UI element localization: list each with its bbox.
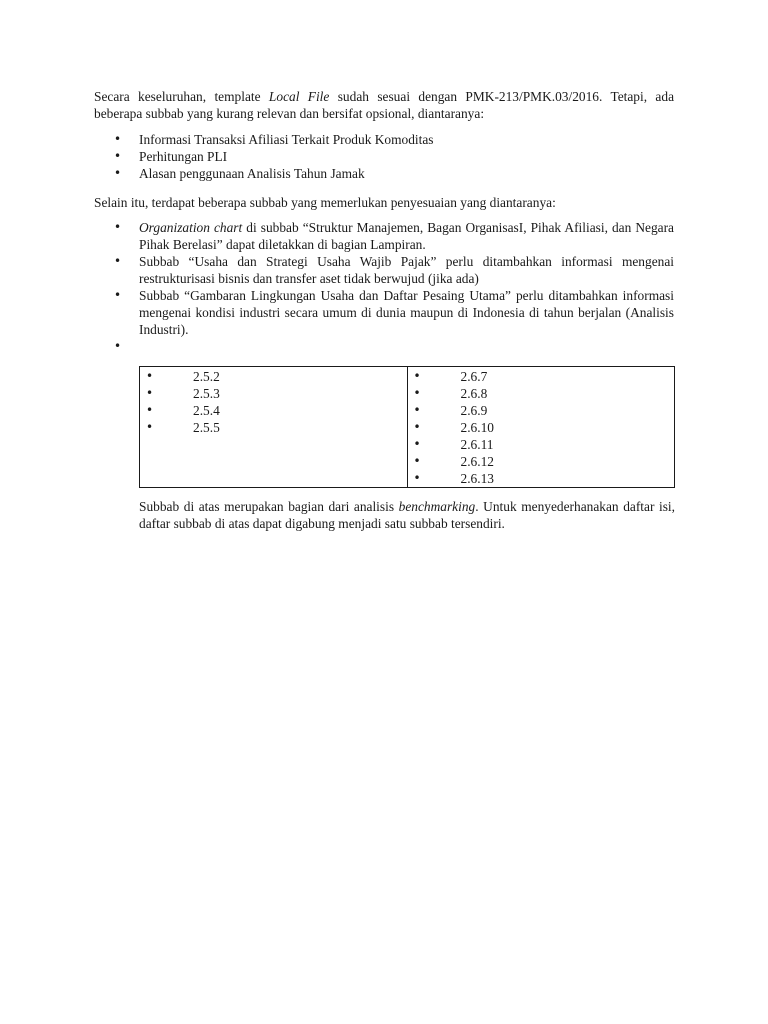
intro-text-1: Secara keseluruhan, template: [94, 89, 269, 104]
org-chart-italic: Organization chart: [139, 220, 243, 235]
note-text-2: . Untuk menyederhanakan daftar isi, daftar subbab di atas dapat digabung menjadi satu subbab tersendiri.: [139, 499, 675, 531]
list-item: • 2.6.11: [408, 436, 675, 453]
table-cell-right: [407, 367, 675, 488]
list-item-text: di subbab “Struktur Manajemen, Bagan OrganisasI, Pihak Afiliasi, dan Negara Pihak Berelasi” dapat diletakkan di bagian Lampiran.: [139, 220, 675, 252]
list-item-empty: [94, 338, 674, 355]
list-item: • 2.6.9: [408, 402, 675, 419]
benchmarking-note: [139, 498, 675, 532]
list-item: • 2.5.4: [140, 402, 407, 419]
optional-subsection-list: [94, 131, 674, 182]
list-item: • Perhitungan PLI: [94, 148, 674, 165]
list-item: • 2.6.10: [408, 419, 675, 436]
list-item: [94, 219, 674, 253]
list-item: • 2.5.2: [140, 368, 407, 385]
intro-italic-local-file: Local File: [268, 89, 330, 104]
adjust-subsection-list: [94, 219, 674, 355]
table-row: [140, 367, 675, 488]
list-item: • Subbab “Usaha dan Strategi Usaha Wajib Pajak” perlu ditambahkan informasi mengenai restrukturisasi bisnis dan transfer aset tidak berwujud (jika ada): [94, 253, 674, 287]
subsection-code-table: [139, 366, 675, 488]
list-item: • Informasi Transaksi Afiliasi Terkait Produk Komoditas: [94, 131, 674, 148]
list-item: • 2.6.7: [408, 368, 675, 385]
intro-paragraph: [94, 88, 674, 122]
list-item: • Alasan penggunaan Analisis Tahun Jamak: [94, 165, 674, 182]
intro-text-2: sudah sesuai dengan PMK-213/PMK.03/2016. Tetapi, ada beberapa subbab yang kurang relevan dan bersifat opsional, diantaranya:: [94, 89, 675, 121]
list-item: • 2.6.13: [408, 470, 675, 487]
list-item: • 2.6.8: [408, 385, 675, 402]
right-code-list: [408, 368, 675, 487]
table-cell-left: [140, 367, 408, 488]
list-item: • 2.5.3: [140, 385, 407, 402]
note-italic-benchmarking: benchmarking: [398, 499, 476, 514]
adjust-intro-paragraph: Selain itu, terdapat beberapa subbab yang memerlukan penyesuaian yang diantaranya:: [94, 195, 556, 210]
note-text-1: Subbab di atas merupakan bagian dari analisis: [139, 499, 399, 514]
list-item: • 2.6.12: [408, 453, 675, 470]
left-code-list: [140, 368, 407, 436]
list-item: • Subbab “Gambaran Lingkungan Usaha dan Daftar Pesaing Utama” perlu ditambahkan informasi mengenai kondisi industri secara umum di dunia maupun di Indonesia di tahun berjalan (Analisis Industri).: [94, 287, 674, 338]
list-item: • 2.5.5: [140, 419, 407, 436]
